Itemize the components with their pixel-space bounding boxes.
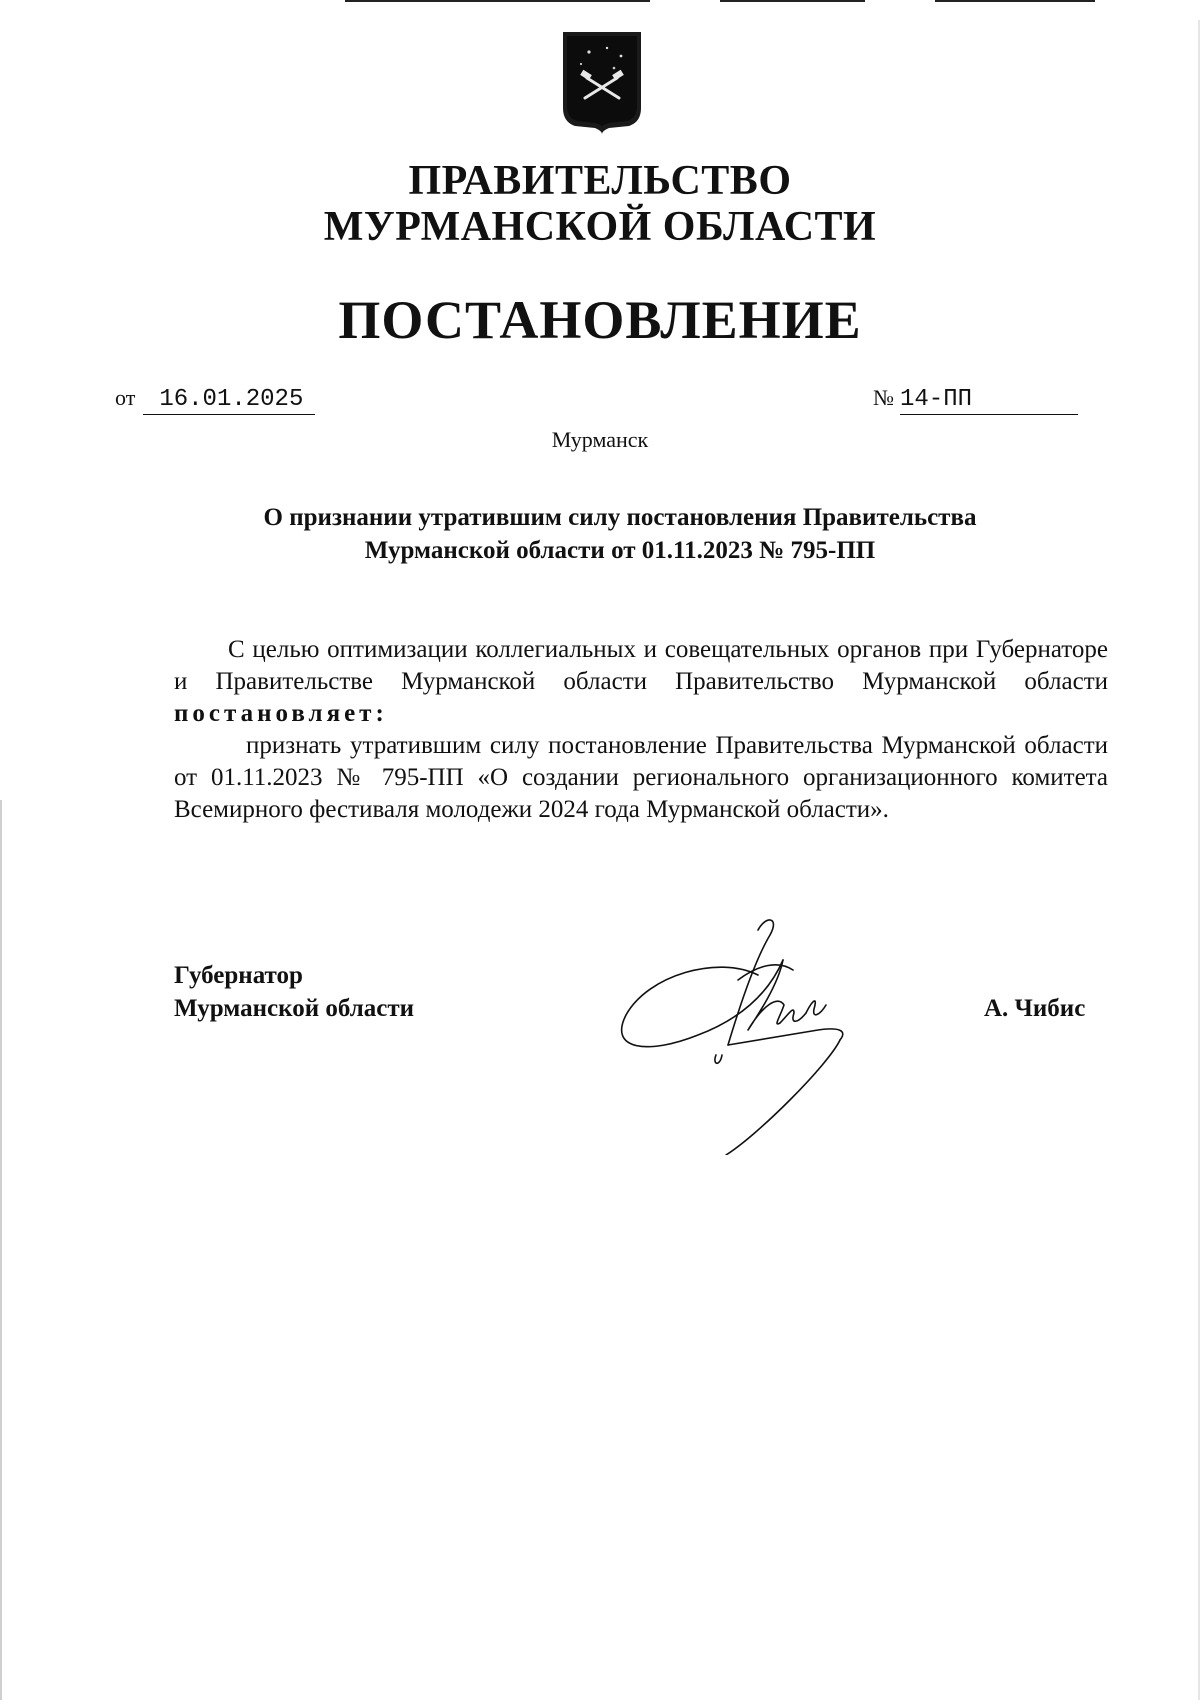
- coat-of-arms-emblem: [559, 30, 645, 134]
- resolves-keyword: постановляет:: [174, 700, 388, 727]
- date-value: 16.01.2025: [143, 386, 315, 415]
- government-name-line2: МУРМАНСКОЙ ОБЛАСТИ: [323, 204, 877, 250]
- body-paragraph-preamble: [174, 634, 1108, 730]
- date-row: [115, 384, 315, 415]
- subject-line1: О признании утратившим силу постановления Правительства: [263, 504, 977, 531]
- subject-line2: Мурманской области от 01.11.2023 № 795-ПП: [364, 537, 876, 564]
- government-name: [0, 158, 1200, 250]
- scan-top-rule: [935, 0, 1095, 2]
- document-type-title: ПОСТАНОВЛЕНИЕ: [338, 290, 862, 350]
- scan-top-rule: [720, 0, 865, 2]
- date-label: от: [115, 385, 136, 410]
- scan-top-rule: [345, 0, 650, 2]
- scan-left-edge: [0, 800, 2, 1700]
- handwritten-signature: [608, 905, 888, 1155]
- signer-title-line2: Мурманской области: [174, 995, 415, 1022]
- city: Мурманск: [551, 427, 649, 452]
- signer-name: А. Чибис: [984, 995, 1086, 1022]
- number-label: №: [873, 385, 894, 410]
- number-row: [873, 384, 1078, 415]
- number-value: 14-ПП: [900, 386, 1078, 415]
- document-subject: [180, 501, 1060, 567]
- body-paragraph-resolution: признать утратившим силу постановление Правительства Мурманской области от 01.11.2023 № 795-ПП «О создании регионального организационного комитета Всемирного фестиваля молодежи 2024 года Мурманской области».: [174, 732, 1108, 823]
- preamble-text: С целью оптимизации коллегиальных и совещательных органов при Губернаторе и Правительстве Мурманской области Правительство Мурманской области: [174, 636, 1108, 695]
- signer-title-line1: Губернатор: [174, 962, 303, 989]
- government-name-line1: ПРАВИТЕЛЬСТВО: [408, 158, 792, 204]
- signer-title: [174, 959, 414, 1025]
